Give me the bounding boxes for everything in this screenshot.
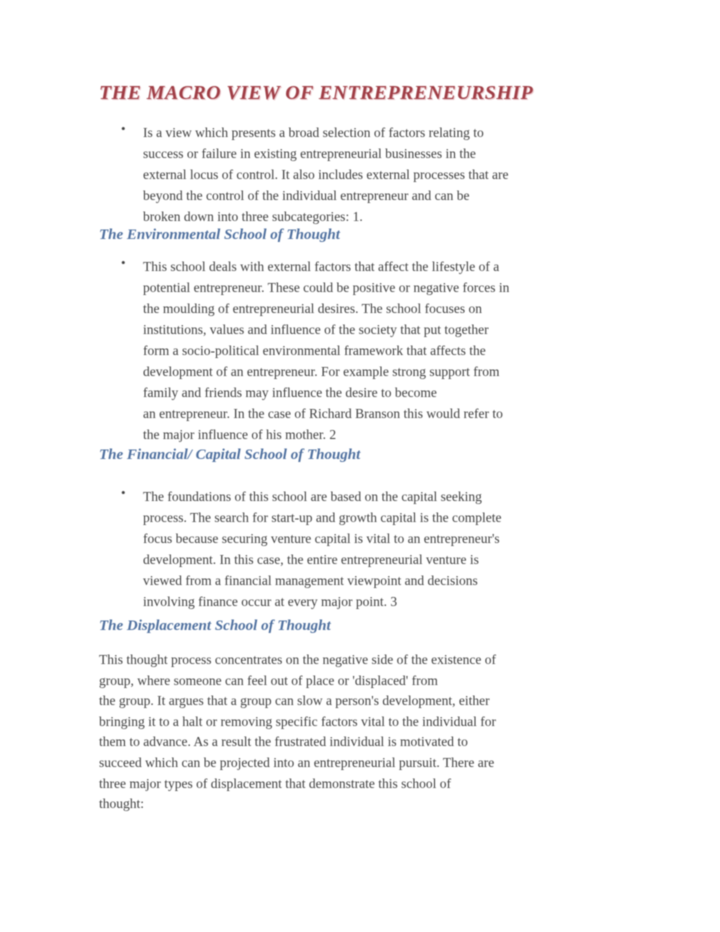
- text-line: institutions, values and influence of the society that put together: [143, 322, 489, 337]
- financial-bullet-item: [121, 486, 502, 612]
- bullet-icon: •: [121, 121, 126, 136]
- text-line: an entrepreneur. In the case of Richard Branson this would refer to: [143, 406, 503, 421]
- text-line: involving finance occur at every major point. 3: [143, 594, 398, 609]
- text-line: the group. It argues that a group can slow a person's development, either: [99, 693, 490, 709]
- environmental-bullet-text: [143, 256, 509, 445]
- text-line: the moulding of entrepreneurial desires. The school focuses on: [143, 301, 483, 316]
- document-title: THE MACRO VIEW OF ENTREPRENEURSHIP: [99, 82, 534, 104]
- environmental-bullet-item: [121, 256, 509, 445]
- text-line: family and friends may influence the desire to become: [143, 385, 437, 400]
- displacement-paragraph: [99, 650, 496, 815]
- text-line: development of an entrepreneur. For example strong support from: [143, 364, 500, 379]
- text-line: group, where someone can feel out of place or 'displaced' from: [99, 672, 438, 688]
- heading-financial-capital-school: The Financial/ Capital School of Thought: [99, 447, 361, 463]
- text-line: the major influence of his mother. 2: [143, 427, 337, 442]
- heading-environmental-school: The Environmental School of Thought: [99, 227, 340, 243]
- text-line: Is a view which presents a broad selection of factors relating to: [143, 125, 484, 140]
- text-line: broken down into three subcategories: 1.: [143, 209, 363, 224]
- displacement-paragraph-text: [99, 650, 496, 815]
- bullet-icon: •: [121, 255, 126, 270]
- heading-displacement-school: The Displacement School of Thought: [99, 618, 331, 634]
- text-line: This school deals with external factors that affect the lifestyle of a: [143, 259, 500, 274]
- text-line: development. In this case, the entire entrepreneurial venture is: [143, 552, 479, 567]
- text-line: form a socio-political environmental framework that affects the: [143, 343, 486, 358]
- intro-bullet-item: [121, 122, 509, 227]
- text-line: process. The search for start-up and growth capital is the complete: [143, 510, 502, 525]
- text-line: three major types of displacement that demonstrate this school of: [99, 775, 452, 791]
- text-line: success or failure in existing entrepreneurial businesses in the: [143, 146, 476, 161]
- text-line: bringing it to a halt or removing specific factors vital to the individual for: [99, 713, 497, 729]
- text-line: This thought process concentrates on the negative side of the existence of: [99, 652, 496, 667]
- text-line: potential entrepreneur. These could be positive or negative forces in: [143, 280, 510, 295]
- financial-bullet-text: [143, 486, 502, 612]
- intro-bullet-text: [143, 122, 509, 227]
- bullet-icon: •: [121, 485, 126, 500]
- text-line: thought:: [99, 796, 145, 812]
- text-line: The foundations of this school are based on the capital seeking: [143, 489, 482, 504]
- text-line: viewed from a financial management viewpoint and decisions: [143, 573, 478, 588]
- text-line: them to advance. As a result the frustrated individual is motivated to: [99, 734, 468, 750]
- text-line: beyond the control of the individual entrepreneur and can be: [143, 188, 470, 203]
- text-line: external locus of control. It also includes external processes that are: [143, 167, 509, 182]
- text-line: focus because securing venture capital is vital to an entrepreneur's: [143, 531, 500, 546]
- text-line: succeed which can be projected into an entrepreneurial pursuit. There are: [99, 754, 495, 770]
